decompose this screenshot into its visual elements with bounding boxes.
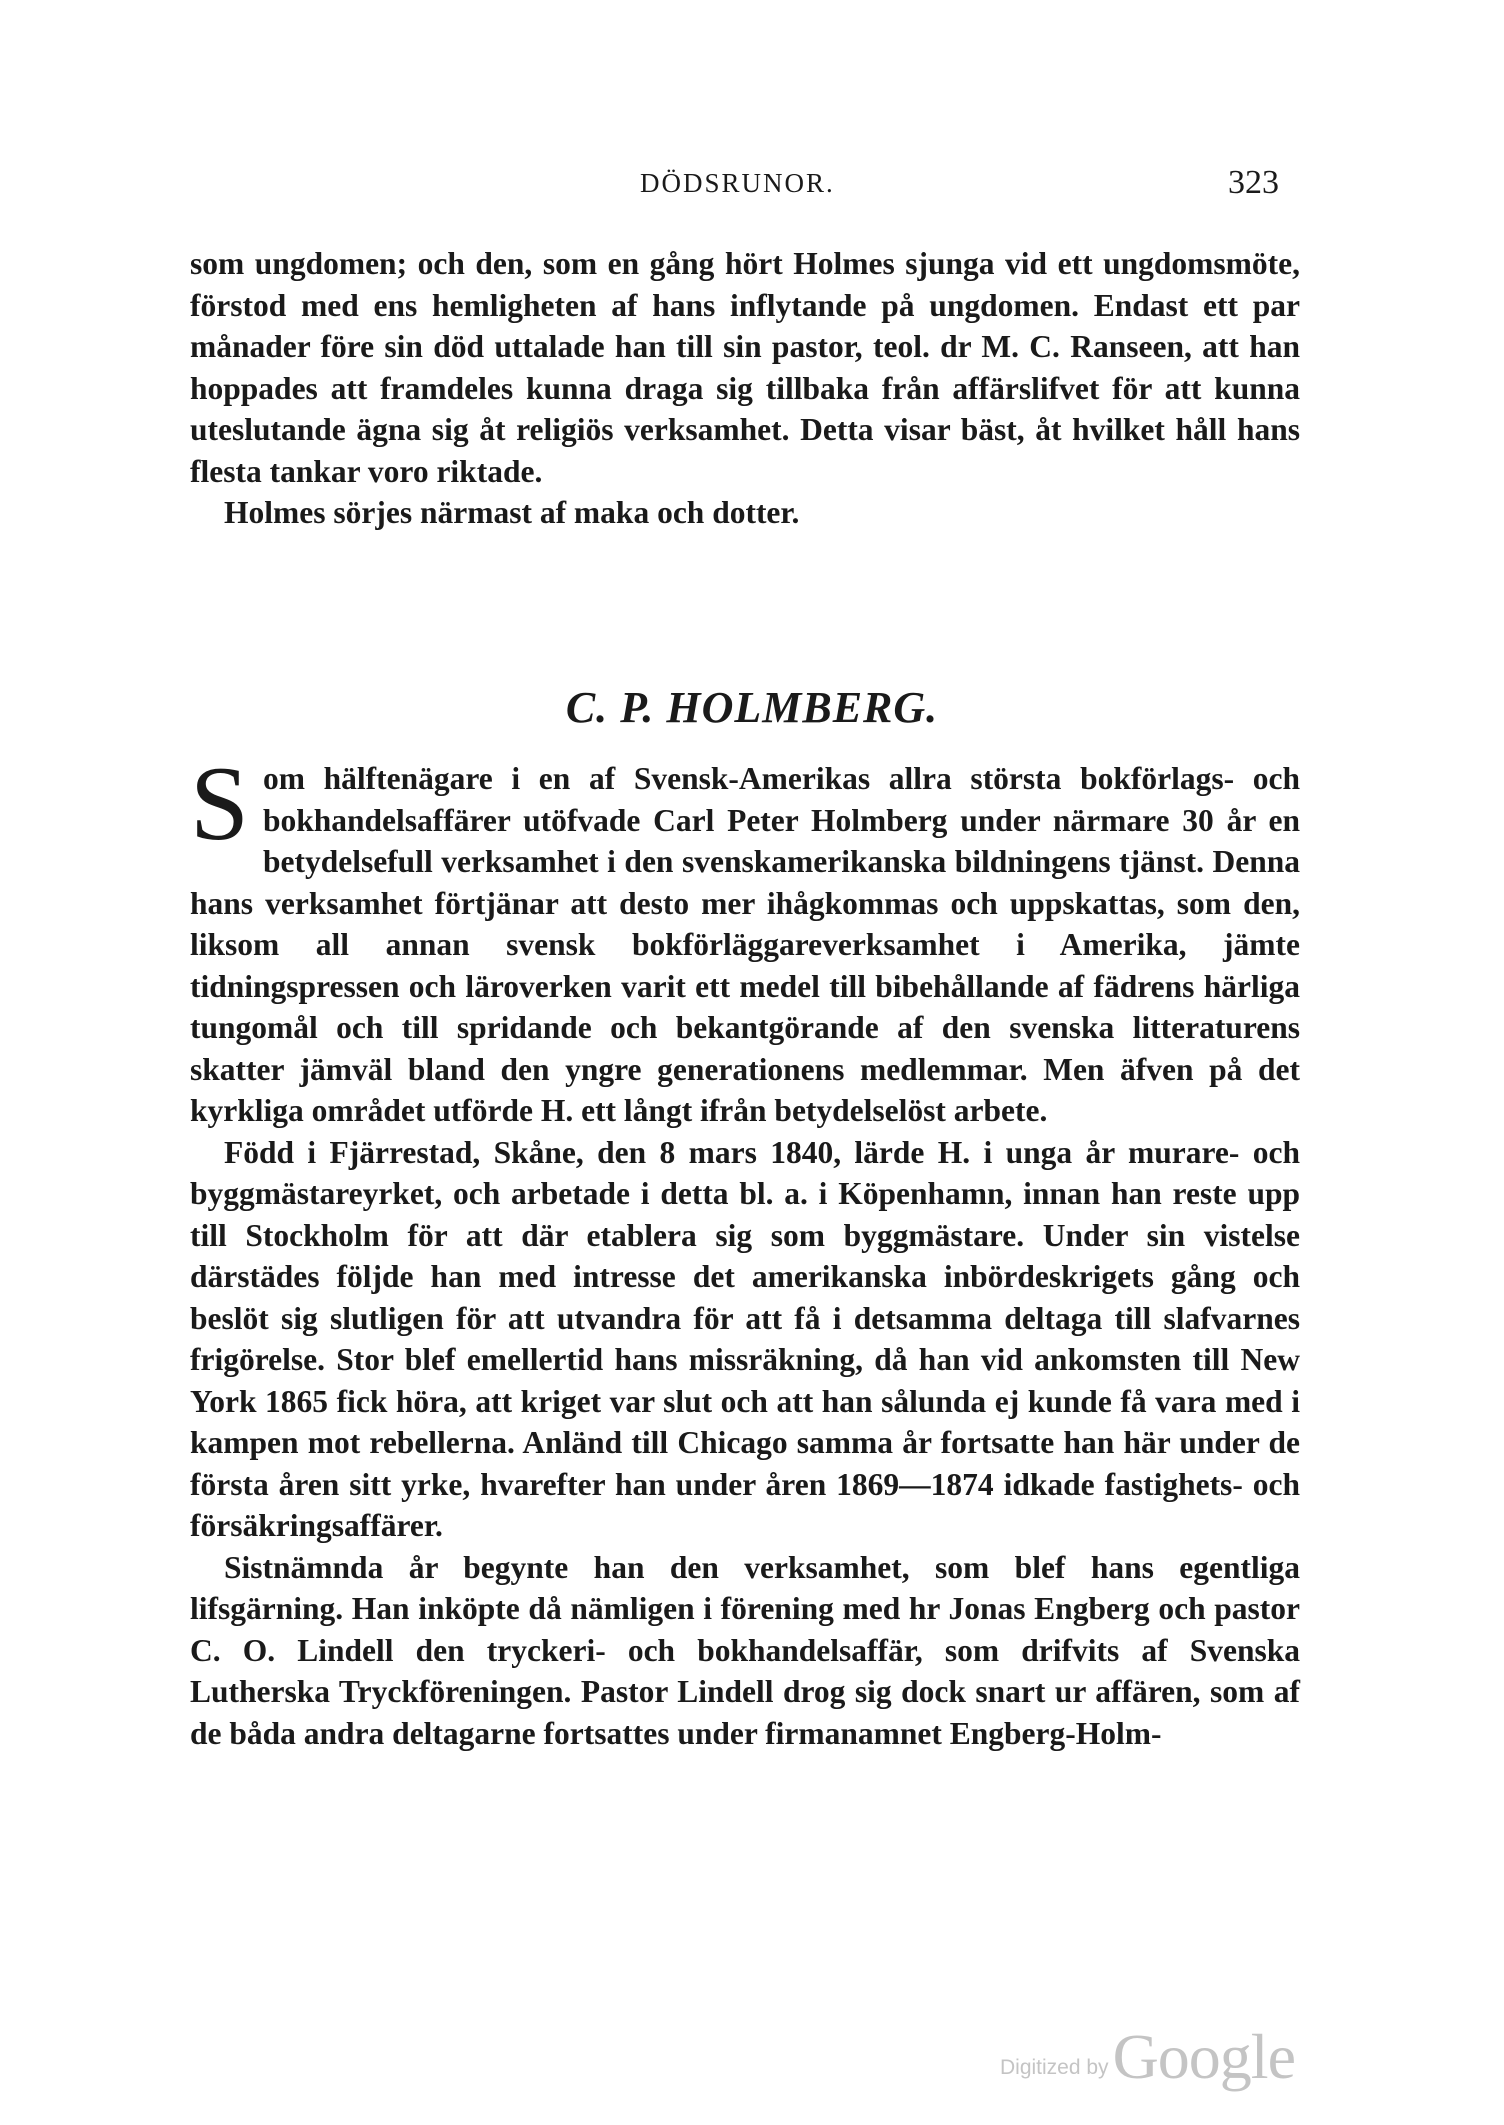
- paragraph: Född i Fjärrestad, Skåne, den 8 mars 1840, lärde H. i unga år murare- och byggmästareyrket, och arbetade i detta bl. a. i Köpenhamn, innan han reste upp till Stockholm för att där etablera sig som byggmästare. Under sin vistelse därstädes följde han med intresse det amerikanska inbördeskrigets gång och beslöt sig slutligen för att utvandra för att få i detsamma deltaga till slafvarnes frigörelse. Stor blef emellertid hans missräkning, då han vid ankomsten till New York 1865 fick höra, att kriget var slut och att han sålunda ej kunde få vara med i kampen mot rebellerna. Anländ till Chicago samma år fortsatte han här under de första åren sitt yrke, hvarefter han under åren 1869—1874 idkade fastighets- och försäkringsaffärer.: [190, 1134, 1300, 1543]
- page-number: 323: [1228, 164, 1279, 201]
- running-head: [0, 164, 1504, 208]
- paragraph: Sistnämnda år begynte han den verksamhet, som blef hans egentliga lifsgärning. Han inköpte då nämligen i förening med hr Jonas Engberg och pastor C. O. Lindell den tryckeri- och bokhandelsaffär, som drifvits af Svenska Lutherska Tryckföreningen. Pastor Lindell drog sig dock snart ur affären, som af de båda andra deltagarne fortsattes under firmanamnet Engberg-Holm-: [190, 1549, 1300, 1751]
- drop-cap: S: [190, 745, 249, 862]
- paragraph: som ungdomen; och den, som en gång hört Holmes sjunga vid ett ungdomsmöte, förstod med ens hemligheten af hans inflytande på ungdomen. Endast ett par månader före sin död uttalade han till sin pastor, teol. dr M. C. Ranseen, att han hoppades att framdeles kunna draga sig tillbaka från affärslifvet för att kunna uteslutande ägna sig åt religiös verksamhet. Detta visar bäst, åt hvilket håll hans flesta tankar voro riktade.: [190, 246, 1300, 489]
- obituary-holmberg: [190, 745, 1300, 1754]
- digitized-watermark: [1000, 2020, 1295, 2094]
- paragraph-first: [190, 745, 1300, 1132]
- watermark-prefix: Digitized by: [1000, 2056, 1109, 2079]
- paragraph: Holmes sörjes närmast af maka och dotter.: [224, 495, 800, 530]
- running-title: DÖDSRUNOR.: [640, 168, 835, 198]
- first-paragraph-text: om hälftenägare i en af Svensk-Amerikas allra största bokförlags- och bokhandelsaffärer utöfvade Carl Peter Holmberg under närmare 30 år en betydelsefull verksamhet i den svenskamerikanska bildningens tjänst. Denna hans verksamhet förtjänar att desto mer ihågkommas och uppskattas, som den, liksom all annan svensk bokförläggareverksamhet i Amerika, jämte tidningspressen och läroverken varit ett medel till bibehållande af fädrens härliga tungomål och till spridande och bekantgörande af den svenska litteraturens skatter jämväl bland den yngre generationens medlemmar. Men äfven på det kyrkliga området utförde H. ett långt ifrån betydelselöst arbete.: [190, 761, 1300, 1128]
- obituary-continuation: [190, 243, 1300, 534]
- watermark-brand: Google: [1112, 2021, 1295, 2092]
- section-title: C. P. HOLMBERG.: [565, 683, 939, 732]
